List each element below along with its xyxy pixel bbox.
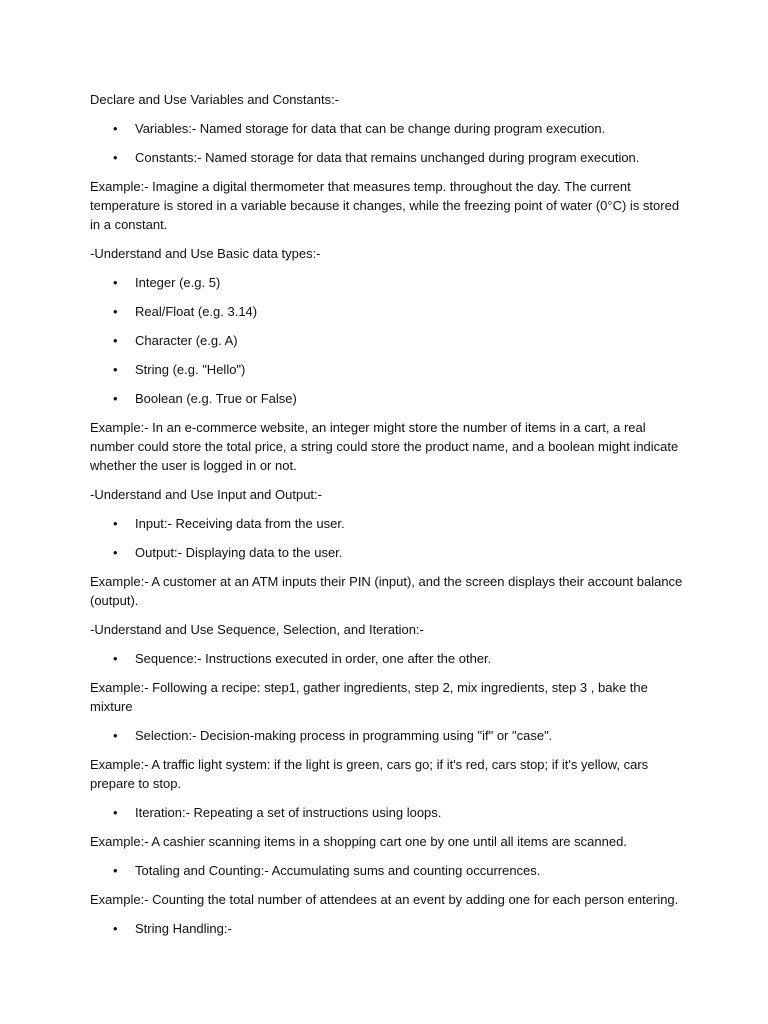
list-item xyxy=(90,331,690,350)
list-data-types xyxy=(90,273,690,408)
list-item xyxy=(90,302,690,321)
list-item-text: Variables:- Named storage for data that can be change during program execution. xyxy=(135,121,606,136)
list-item xyxy=(90,119,690,138)
list-item-text: Output:- Displaying data to the user. xyxy=(135,545,343,560)
list-selection xyxy=(90,726,690,745)
list-item-text: Iteration:- Repeating a set of instructions using loops. xyxy=(135,805,442,820)
heading-variables-constants: Declare and Use Variables and Constants:- xyxy=(90,92,340,107)
list-item-text: Boolean (e.g. True or False) xyxy=(135,391,297,406)
bullet-icon: • xyxy=(113,651,118,666)
list-sequence xyxy=(90,649,690,668)
example-thermometer: Example:- Imagine a digital thermometer that measures temp. throughout the day. The current temperature is stored in a variable because it changes, while the freezing point of water (0°C) is stored in a constant. xyxy=(90,179,680,232)
example-attendees: Example:- Counting the total number of attendees at an event by adding one for each person entering. xyxy=(90,892,679,907)
list-item-text: Sequence:- Instructions executed in order, one after the other. xyxy=(135,651,492,666)
list-item-text: Constants:- Named storage for data that remains unchanged during program execution. xyxy=(135,150,640,165)
list-item xyxy=(90,273,690,292)
bullet-icon: • xyxy=(113,333,118,348)
bullet-icon: • xyxy=(113,391,118,406)
list-item-text: Character (e.g. A) xyxy=(135,333,238,348)
bullet-icon: • xyxy=(113,121,118,136)
bullet-icon: • xyxy=(113,545,118,560)
list-iteration xyxy=(90,803,690,822)
list-item-text: String (e.g. "Hello") xyxy=(135,362,246,377)
bullet-icon: • xyxy=(113,150,118,165)
bullet-icon: • xyxy=(113,304,118,319)
document-page xyxy=(90,90,690,948)
example-recipe: Example:- Following a recipe: step1, gather ingredients, step 2, mix ingredients, step 3 , bake the mixture xyxy=(90,680,648,714)
example-cashier: Example:- A cashier scanning items in a shopping cart one by one until all items are scanned. xyxy=(90,834,627,849)
list-input-output xyxy=(90,514,690,562)
list-totaling-counting xyxy=(90,861,690,880)
list-item-text: Totaling and Counting:- Accumulating sums and counting occurrences. xyxy=(135,863,541,878)
bullet-icon: • xyxy=(113,275,118,290)
list-item-text: String Handling:- xyxy=(135,921,232,936)
list-variables-constants xyxy=(90,119,690,167)
list-item xyxy=(90,360,690,379)
example-ecommerce: Example:- In an e-commerce website, an integer might store the number of items in a cart, a real number could store the total price, a string could store the product name, and a boolean might indicate whether the user is logged in or not. xyxy=(90,420,679,473)
example-atm: Example:- A customer at an ATM inputs their PIN (input), and the screen displays their account balance (output). xyxy=(90,574,683,608)
bullet-icon: • xyxy=(113,728,118,743)
heading-data-types: -Understand and Use Basic data types:- xyxy=(90,246,321,261)
list-item xyxy=(90,919,690,938)
heading-input-output: -Understand and Use Input and Output:- xyxy=(90,487,322,502)
bullet-icon: • xyxy=(113,863,118,878)
bullet-icon: • xyxy=(113,805,118,820)
list-item-text: Real/Float (e.g. 3.14) xyxy=(135,304,258,319)
list-item xyxy=(90,543,690,562)
list-item xyxy=(90,514,690,533)
list-item xyxy=(90,861,690,880)
list-item-text: Input:- Receiving data from the user. xyxy=(135,516,345,531)
bullet-icon: • xyxy=(113,516,118,531)
heading-sequence-selection-iteration: -Understand and Use Sequence, Selection, and Iteration:- xyxy=(90,622,424,637)
list-item-text: Integer (e.g. 5) xyxy=(135,275,221,290)
list-item-text: Selection:- Decision-making process in programming using "if" or "case". xyxy=(135,728,553,743)
bullet-icon: • xyxy=(113,921,118,936)
list-item xyxy=(90,148,690,167)
list-item xyxy=(90,649,690,668)
example-traffic-light: Example:- A traffic light system: if the light is green, cars go; if it's red, cars stop; if it's yellow, cars prepare to stop. xyxy=(90,757,649,791)
list-item xyxy=(90,389,690,408)
list-item xyxy=(90,726,690,745)
list-string-handling xyxy=(90,919,690,938)
bullet-icon: • xyxy=(113,362,118,377)
list-item xyxy=(90,803,690,822)
